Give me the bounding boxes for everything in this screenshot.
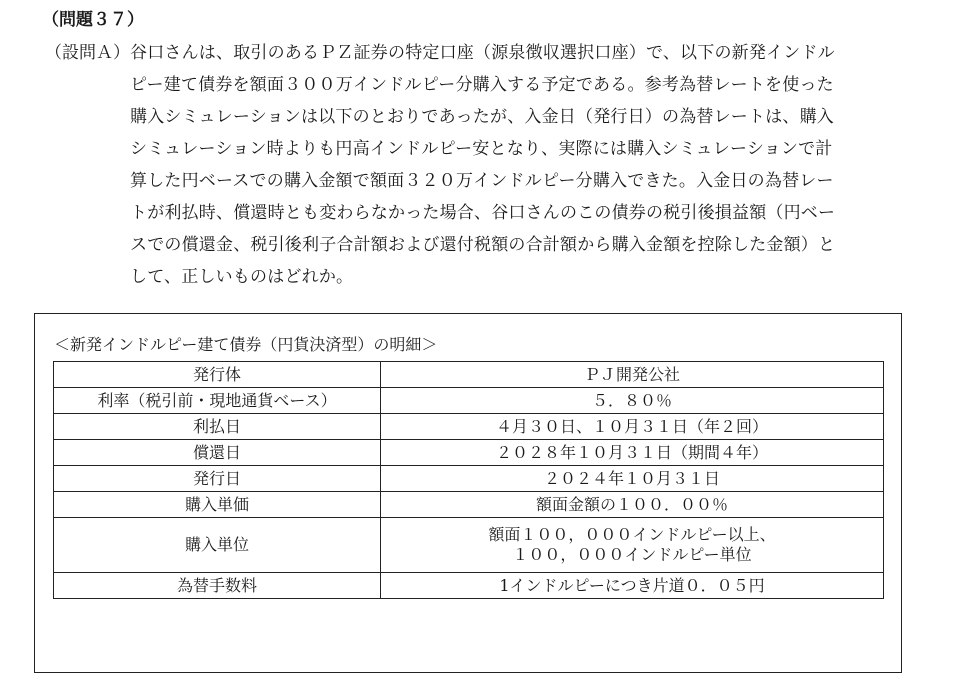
- table-row: [54, 362, 884, 388]
- table-row: [54, 573, 884, 599]
- row-value: ５．８０％: [381, 388, 884, 414]
- row-value: 額面金額の１００．００％: [381, 492, 884, 518]
- row-value: ＰＪ開発公社: [381, 362, 884, 388]
- table-row: [54, 388, 884, 414]
- question-label: （設問Ａ）: [45, 43, 130, 63]
- row-label: 為替手数料: [54, 573, 381, 599]
- row-label: 発行日: [54, 466, 381, 492]
- unit-line: 額面１００，０００インドルピー以上、: [488, 525, 776, 544]
- row-value: [381, 518, 884, 573]
- question-text-line: スでの償還金、税引後利子合計額および還付税額の合計額から購入金額を控除した金額）と: [130, 235, 836, 255]
- table-row: [54, 466, 884, 492]
- row-label: 償還日: [54, 440, 381, 466]
- problem-number: （問題３７）: [42, 10, 144, 30]
- table-row: [54, 492, 884, 518]
- table-row: [54, 440, 884, 466]
- row-label: 利払日: [54, 414, 381, 440]
- row-label: 購入単価: [54, 492, 381, 518]
- row-value: ４月３０日、１０月３１日（年２回）: [381, 414, 884, 440]
- question-text-line: シミュレーション時よりも円高インドルピー安となり、実際には購入シミュレーションで計: [130, 139, 833, 159]
- unit-line: １００，０００インドルピー単位: [512, 545, 752, 564]
- row-label: 購入単位: [54, 518, 381, 573]
- table-caption: ＜新発インドルピー建て債券（円貨決済型）の明細＞: [54, 335, 438, 354]
- question-text-line: して、正しいものはどれか。: [130, 267, 354, 287]
- row-value: ２０２８年１０月３１日（期間４年）: [381, 440, 884, 466]
- question-text-line: 谷口さんは、取引のあるＰＺ証券の特定口座（源泉徴収選択口座）で、以下の新発インドル: [130, 43, 835, 63]
- row-value: ２０２４年１０月３１日: [381, 466, 884, 492]
- table-row: [54, 414, 884, 440]
- question-text-line: ピー建て債券を額面３００万インドルピー分購入する予定である。参考為替レートを使った: [130, 75, 834, 95]
- table-row: [54, 518, 884, 573]
- row-label: 利率（税引前・現地通貨ベース）: [54, 388, 381, 414]
- question-text-line: 算した円ベースでの購入金額で額面３２０万インドルピー分購入できた。入金日の為替レー: [130, 171, 834, 191]
- row-value: 1インドルピーにつき片道０．０５円: [381, 573, 884, 599]
- question-text-line: 購入シミュレーションは以下のとおりであったが、入金日（発行日）の為替レートは、購入: [130, 107, 835, 127]
- bond-details-table: [53, 361, 884, 599]
- row-label: 発行体: [54, 362, 381, 388]
- question-text-line: トが利払時、償還時とも変わらなかった場合、谷口さんのこの債券の税引後損益額（円ベー: [130, 203, 836, 223]
